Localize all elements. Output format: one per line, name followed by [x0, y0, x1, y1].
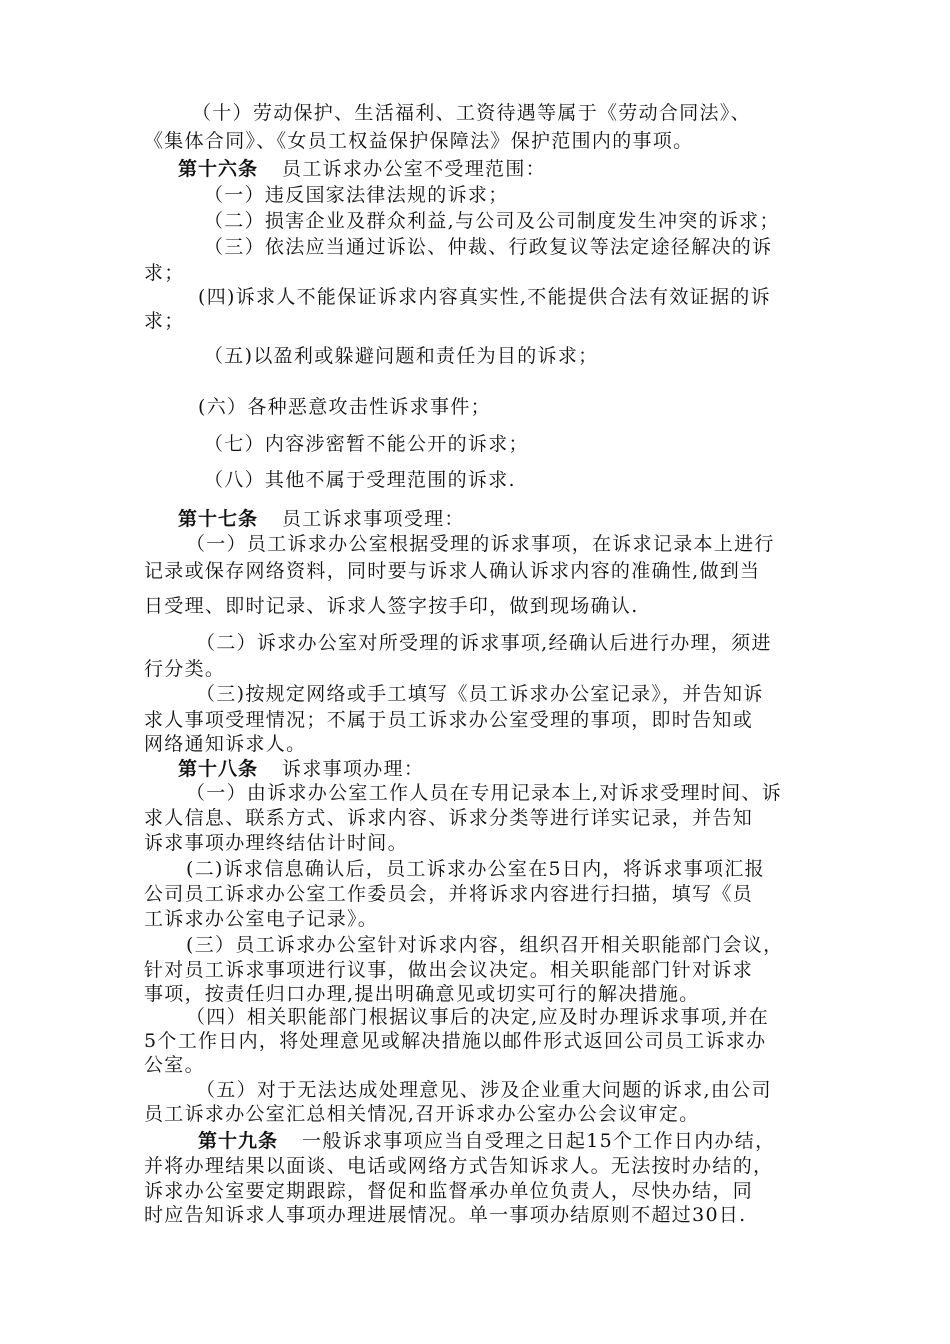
article-19-text: 一般诉求事项应当自受理之日起15个工作日内办结，: [302, 1130, 776, 1152]
article-17-heading: 第十七条: [178, 508, 259, 530]
article-16-heading: 第十六条: [178, 158, 259, 180]
list-item-continuation: 工诉求办公室电子记录》。: [144, 908, 379, 930]
article-17: [178, 506, 465, 532]
list-item: （三）依法应当通过诉讼、仲裁、行政复议等法定途径解决的诉: [204, 236, 773, 258]
article-18-title: 诉求事项办理：: [282, 758, 425, 780]
article-17-title: 员工诉求事项受理：: [282, 508, 465, 530]
list-item-continuation: 行分类。: [144, 658, 226, 680]
list-item: (三）员工诉求办公室针对诉求内容，组织召开相关职能部门会议，: [186, 934, 784, 956]
list-item: （五）对于无法达成处理意见、涉及企业重大问题的诉求,由公司: [196, 1079, 772, 1101]
list-item-continuation: 记录或保存网络资料，同时要与诉求人确认诉求内容的准确性,做到当: [144, 560, 761, 582]
list-item-continuation: 针对员工诉求事项进行议事，做出会议决定。相关职能部门针对诉求: [144, 959, 754, 981]
list-item-continuation: 求；: [144, 310, 185, 332]
article-19: [198, 1128, 775, 1154]
list-item: (四)诉求人不能保证诉求内容真实性,不能提供合法有效证据的诉: [198, 286, 771, 308]
list-item-continuation: 事项，按责任归口办理,提出明确意见或切实可行的解决措施。: [144, 983, 700, 1005]
article-18: [178, 756, 424, 782]
list-item-continuation: 公司员工诉求办公室工作委员会，并将诉求内容进行扫描，填写《员: [144, 883, 754, 905]
list-item: （一）违反国家法律法规的诉求；: [204, 184, 509, 206]
paragraph-line: （十）劳动保护、生活福利、工资待遇等属于《劳动合同法》、: [192, 102, 751, 124]
article-16: [178, 156, 546, 182]
paragraph-line: 时应告知诉求人事项办理进展情况。单一事项办结原则不超过30日.: [144, 1204, 747, 1226]
list-item-continuation: 求人信息、联系方式、诉求内容、诉求分类等进行详实记录，并告知: [144, 807, 754, 829]
list-item: （二）诉求办公室对所受理的诉求事项,经确认后进行办理，须进: [196, 632, 772, 654]
list-item: （二）损害企业及群众利益,与公司及公司制度发生冲突的诉求；: [204, 210, 780, 232]
list-item: （八）其他不属于受理范围的诉求.: [204, 469, 516, 491]
article-16-title: 员工诉求办公室不受理范围：: [282, 158, 546, 180]
list-item-continuation: 公室。: [144, 1054, 205, 1076]
list-item-continuation: 5个工作日内，将处理意见或解决措施以邮件形式返回公司员工诉求办: [144, 1030, 767, 1052]
list-item-continuation: 求；: [144, 262, 185, 284]
article-19-heading: 第十九条: [198, 1130, 279, 1152]
list-item: （四）相关职能部门根据议事后的决定,应及时办理诉求事项,并在: [186, 1006, 770, 1028]
list-item-continuation: 网络通知诉求人。: [144, 733, 307, 755]
list-item: （三)按规定网络或手工填写《员工诉求办公室记录》，并告知诉: [196, 683, 764, 705]
paragraph-line: 并将办理结果以面谈、电话或网络方式告知诉求人。无法按时办结的，: [144, 1155, 774, 1177]
list-item-continuation: 日受理、即时记录、诉求人签字按手印，做到现场确认.: [144, 595, 639, 617]
article-18-heading: 第十八条: [178, 758, 259, 780]
list-item: (二)诉求信息确认后，员工诉求办公室在5日内，将诉求事项汇报: [186, 858, 765, 880]
paragraph-line: 《集体合同》、《女员工权益保护保障法》保护范围内的事项。: [144, 130, 694, 152]
list-item: （五)以盈利或躲避问题和责任为目的诉求；: [204, 345, 599, 367]
list-item-continuation: 员工诉求办公室汇总相关情况,召开诉求办公室办公会议审定。: [144, 1103, 700, 1125]
list-item-continuation: 诉求事项办理终结估计时间。: [144, 832, 408, 854]
paragraph-line: 诉求办公室要定期跟踪，督促和监督承办单位负责人，尽快办结，同: [144, 1180, 754, 1202]
list-item: (六）各种恶意攻击性诉求事件；: [198, 396, 491, 418]
list-item: （一）员工诉求办公室根据受理的诉求事项，在诉求记录本上进行: [186, 533, 775, 555]
list-item: （一）由诉求办公室工作人员在专用记录本上,对诉求受理时间、诉: [186, 782, 783, 804]
list-item: （七）内容涉密暂不能公开的诉求；: [204, 433, 529, 455]
list-item-continuation: 求人事项受理情况；不属于员工诉求办公室受理的事项，即时告知或: [144, 709, 754, 731]
